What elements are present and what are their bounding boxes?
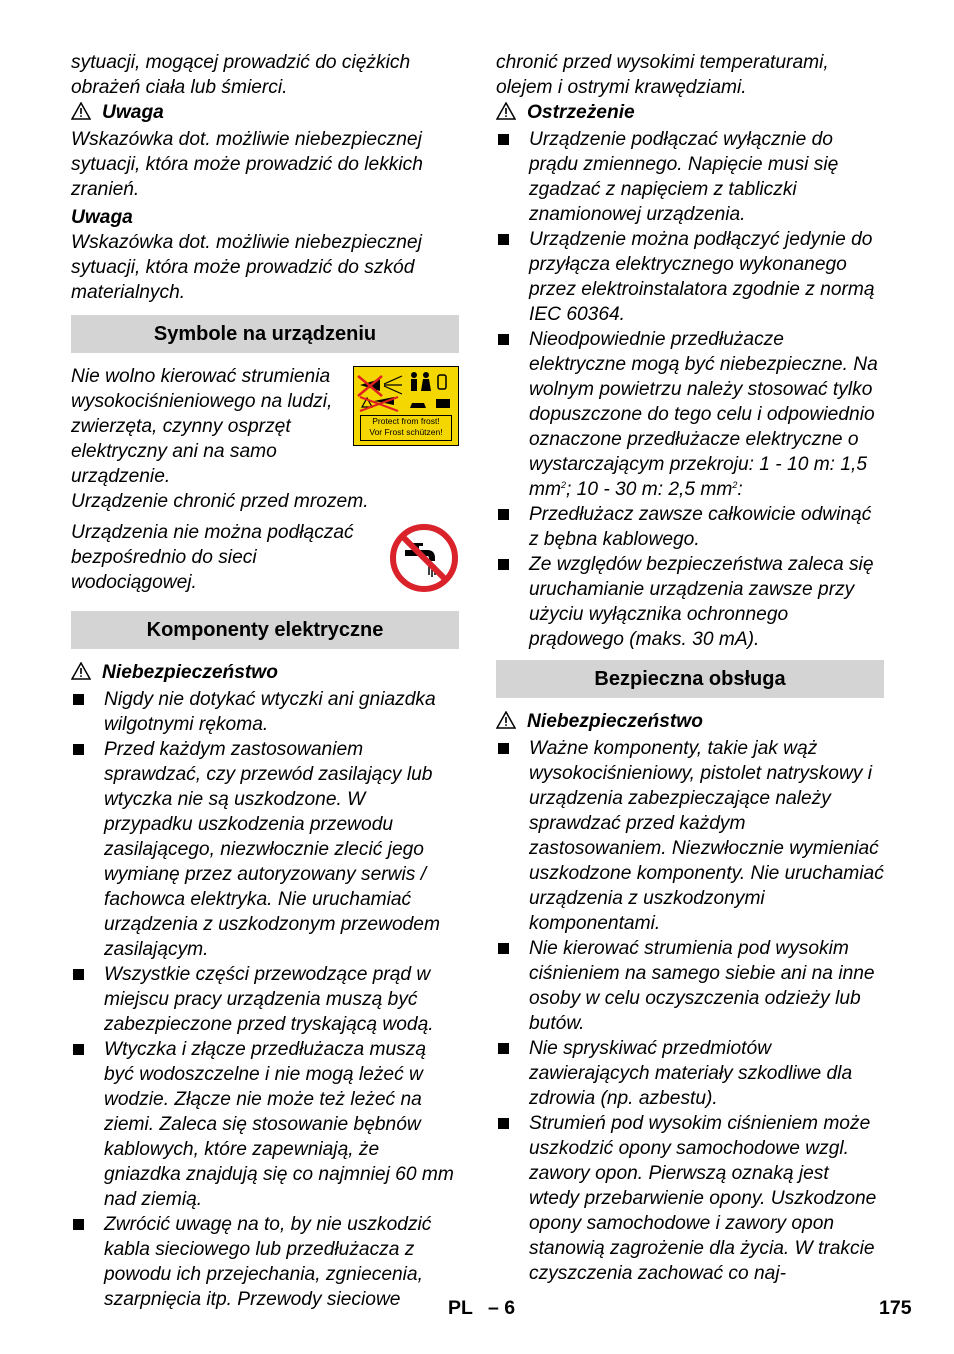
warning-label	[496, 100, 884, 127]
warning-triangle-icon	[71, 102, 91, 127]
bullet-square-icon	[498, 559, 509, 570]
warning-bullet-list	[496, 127, 884, 652]
caution-label-text: Uwaga	[102, 102, 164, 123]
no-direct-water-connection-icon	[389, 523, 459, 593]
danger-label-text: Niebezpieczeństwo	[527, 711, 703, 732]
notice-label: Uwaga	[71, 207, 133, 228]
left-column	[71, 50, 459, 1312]
bullet-square-icon	[498, 234, 509, 245]
bullet-square-icon	[498, 943, 509, 954]
bullet-square-icon	[498, 1043, 509, 1054]
bullet-square-icon	[73, 1219, 84, 1230]
frost-warning-caption	[360, 415, 452, 441]
bullet-square-icon	[73, 744, 84, 755]
bullet-square-icon	[498, 743, 509, 754]
symbols-heading: Symbole na urządzeniu	[71, 315, 459, 353]
danger-label-text: Niebezpieczeństwo	[102, 662, 278, 683]
list-item: Nieodpowiednie przedłużacze elektryczne mogą być niebezpieczne. Na wolnym powietrzu należy stosować tylko dopuszczone do tego celu i odpowiednio oznaczone przedłużacze elektryczne o wystarczającym przekroju: 1 - 10 m: 1,5 $mm^2$; 10 - 30 m: 2,5 $mm^2$:	[496, 327, 884, 502]
symbol-block-water	[71, 520, 459, 595]
continued-paragraph: chronić przed wysokimi temperaturami, olejem i ostrymi krawędziami.	[496, 52, 829, 98]
warning-triangle-icon	[496, 102, 516, 127]
danger-label-left	[71, 660, 459, 687]
bullet-square-icon	[498, 134, 509, 145]
bullet-square-icon	[498, 1118, 509, 1129]
symbol2-text: Urządzenia nie można podłączać bezpośrednio do sieci wodociągowej.	[71, 522, 354, 593]
caution-label	[71, 100, 459, 127]
warning-triangle-icon	[496, 711, 516, 736]
bullet-square-icon	[73, 969, 84, 980]
list-item: Ze względów bezpieczeństwa zaleca się uruchamianie urządzenia zawsze przy użyciu wyłącznika ochronnego prądowego (maks. 30 mA).	[496, 552, 884, 652]
warning-label-text: Ostrzeżenie	[527, 102, 635, 123]
footer-section-label	[448, 1297, 515, 1320]
list-item: Ważne komponenty, takie jak wąż wysokociśnieniowy, pistolet natryskowy i urządzenia zabezpieczające należy sprawdzać przed każdym zastosowaniem. Niezwłocznie wymieniać uszkodzone komponenty. Nie uruchamiać urządzenia z uszkodzonymi komponentami.	[496, 736, 884, 936]
list-item: Wtyczka i złącze przedłużacza muszą być wodoszczelne i nie mogą leżeć w wodzie. Złącze nie może też leżeć na ziemi. Zaleca się stosowanie bębnów kablowych, które zapewniają, że gniazdka znajdują się co najmniej 60 mm nad ziemią.	[71, 1037, 459, 1212]
intro-paragraph: sytuacji, mogącej prowadzić do ciężkich obrażeń ciała lub śmierci.	[71, 52, 411, 98]
list-item: Wszystkie części przewodzące prąd w miejscu pracy urządzenia muszą być zabezpieczone przed tryskającą wodą.	[71, 962, 459, 1037]
safe-operation-heading: Bezpieczna obsługa	[496, 660, 884, 698]
notice-text: Wskazówka dot. możliwie niebezpiecznej sytuacji, która może prowadzić do szkód materialnych.	[71, 232, 422, 303]
electrical-heading: Komponenty elektryczne	[71, 611, 459, 649]
list-item: Nie spryskiwać przedmiotów zawierających materiały szkodliwe dla zdrowia (np. azbestu).	[496, 1036, 884, 1111]
electrical-bullet-list	[71, 687, 459, 1312]
bullet-square-icon	[73, 1044, 84, 1055]
symbol1-text: Nie wolno kierować strumienia wysokociśnieniowego na ludzi, zwierzęta, czynny osprzęt elektryczny ani na samo urządzenie.	[71, 366, 333, 487]
frost-caption-line2: Vor Frost schützen!	[369, 427, 443, 437]
bullet-square-icon	[73, 694, 84, 705]
safe-operation-bullet-list	[496, 736, 884, 1286]
list-item: Przed każdym zastosowaniem sprawdzać, czy przewód zasilający lub wtyczka nie są uszkodzone. W przypadku uszkodzenia przewodu zasilającego, niezwłocznie zlecić jego wymianę przez autoryzowany serwis / fachowca elektryka. Nie uruchamiać urządzenia z uszkodzonym przewodem zasilającym.	[71, 737, 459, 962]
page-number: 175	[879, 1297, 912, 1319]
list-item: Urządzenie podłączać wyłącznie do prądu zmiennego. Napięcie musi się zgadzać z napięciem z tabliczki znamionowej urządzenia.	[496, 127, 884, 227]
warning-triangle-icon	[71, 662, 91, 687]
list-item: Zwrócić uwagę na to, by nie uszkodzić kabla sieciowego lub przedłużacza z powodu ich przejechania, zgniecenia, szarpnięcia itp. Przewody sieciowe	[71, 1212, 459, 1312]
list-item: Przedłużacz zawsze całkowicie odwinąć z bębna kablowego.	[496, 502, 884, 552]
danger-label-right	[496, 709, 884, 736]
bullet-square-icon	[498, 334, 509, 345]
list-item: Nie kierować strumienia pod wysokim ciśnieniem na samego siebie ani na inne osoby w celu oczyszczenia odzieży lub butów.	[496, 936, 884, 1036]
frost-caption-line1: Protect from frost!	[372, 416, 440, 426]
symbol-block-high-pressure	[71, 364, 459, 489]
bullet-square-icon	[498, 509, 509, 520]
frost-text: Urządzenie chronić przed mrozem.	[71, 491, 369, 512]
high-pressure-symbol-icon	[353, 366, 459, 446]
caution-text: Wskazówka dot. możliwie niebezpiecznej sytuacji, która może prowadzić do lekkich zranień.	[71, 129, 423, 200]
list-item: Urządzenie można podłączyć jedynie do przyłącza elektrycznego wykonanego przez elektroinstalatora zgodnie z normą IEC 60364.	[496, 227, 884, 327]
footer-section-page: – 6	[488, 1297, 516, 1319]
footer-language: PL	[448, 1297, 473, 1319]
right-column	[496, 50, 884, 1286]
list-item: Strumień pod wysokim ciśnieniem może uszkodzić opony samochodowe wzgl. zawory opon. Pierwszą oznaką jest wtedy przebarwienie opony. Uszkodzone opony samochodowe i zawory opon stanowią zagrożenie dla życia. W trakcie czyszczenia zachować co naj-	[496, 1111, 884, 1286]
list-item: Nigdy nie dotykać wtyczki ani gniazdka wilgotnymi rękoma.	[71, 687, 459, 737]
